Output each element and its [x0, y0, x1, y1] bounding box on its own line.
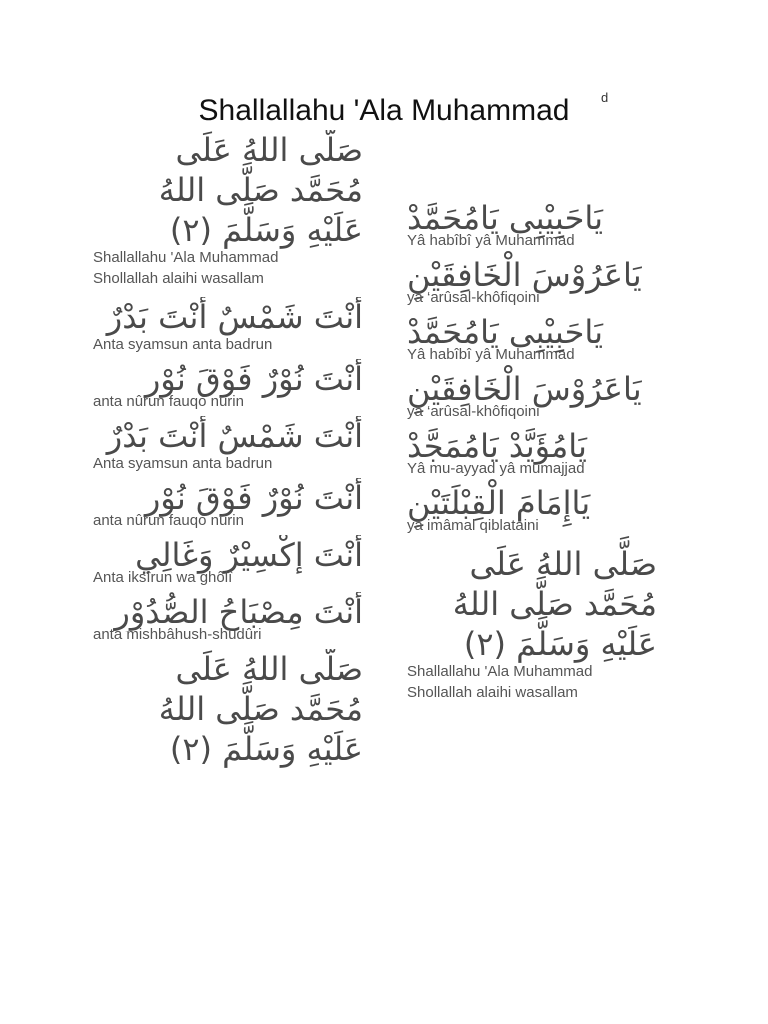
verse-latin: Anta syamsun anta badrun	[93, 336, 273, 353]
verse-arabic: صَلَّى اللهُ عَلَى مُحَمَّد صَلَّى اللهُ عَلَيْهِ وَسَلَّمَ (٢)	[452, 545, 657, 663]
verse-latin: anta nûrun fauqo nûrin	[93, 393, 244, 410]
verse-arabic: صَلَّى اللهُ عَلَى مُحَمَّد صَلَّى اللهُ عَلَيْهِ وَسَلَّمَ (٢)	[158, 650, 363, 768]
verse-arabic: أَنْتَ مِصْبَاحُ الصُّدُوْرِ	[114, 593, 363, 631]
document-title: Shallallahu 'Ala Muhammad	[198, 94, 570, 127]
left-column	[93, 131, 363, 769]
verse-latin: yâ imâmal qiblataini	[407, 517, 539, 534]
verse-latin: anta mishbâhush-shudûri	[93, 626, 262, 643]
verse-latin: Yâ habîbî yâ Muhammad	[407, 346, 575, 363]
verse-arabic: يَاعَرُوْسَ الْخَافِقَيْنِ	[407, 370, 642, 408]
verse-latin: Anta syamsun anta badrun	[93, 455, 273, 472]
verse-latin: Yâ mu-ayyad yâ mumajjad	[407, 460, 585, 477]
verse-arabic: يَاحَبِيْبِى يَامُحَمَّدْ	[407, 313, 603, 351]
verse-arabic: أَنْتَ شَمْسٌ أَنْتَ بَدْرٌ	[106, 417, 363, 455]
verse-arabic: أَنْتَ نُوْرٌ فَوْقَ نُوْرٍ	[144, 479, 363, 517]
verse-latin: Shallallahu 'Ala Muhammad Shollallah alaihi wasallam	[93, 249, 279, 287]
superscript-mark: d	[601, 90, 609, 105]
verse-arabic: صَلَّى اللهُ عَلَى مُحَمَّد صَلَّى اللهُ عَلَيْهِ وَسَلَّمَ (٢)	[158, 131, 363, 249]
verse-latin: Yâ habîbî yâ Muhammad	[407, 232, 575, 249]
verse-latin: yâ ‘arûsal-khôfiqoini	[407, 403, 540, 420]
right-column	[407, 198, 697, 707]
verse-arabic: أَنْتَ إِكْسِيْرٌ وَغَالِي	[135, 536, 363, 574]
verse-latin: yâ ‘arûsal-khôfiqoini	[407, 289, 540, 306]
verse-latin: Shallallahu 'Ala Muhammad Shollallah alaihi wasallam	[407, 663, 593, 701]
verse-arabic: يَاإِمَامَ الْقِبْلَتَيْنِ	[407, 484, 591, 522]
verse-arabic: أَنْتَ نُوْرٌ فَوْقَ نُوْرٍ	[144, 360, 363, 398]
verse-arabic: يَاعَرُوْسَ الْخَافِقَيْنِ	[407, 256, 642, 294]
verse-latin: anta nûrun fauqo nûrin	[93, 512, 244, 529]
verse-arabic: يَامُؤَيَّدْ يَامُمَجَّدْ	[407, 427, 587, 465]
verse-arabic: يَاحَبِيْبِى يَامُحَمَّدْ	[407, 199, 603, 237]
verse-arabic: أَنْتَ شَمْسٌ أَنْتَ بَدْرٌ	[106, 298, 363, 336]
verse-latin: Anta iksîrun wa ghôlî	[93, 569, 233, 586]
